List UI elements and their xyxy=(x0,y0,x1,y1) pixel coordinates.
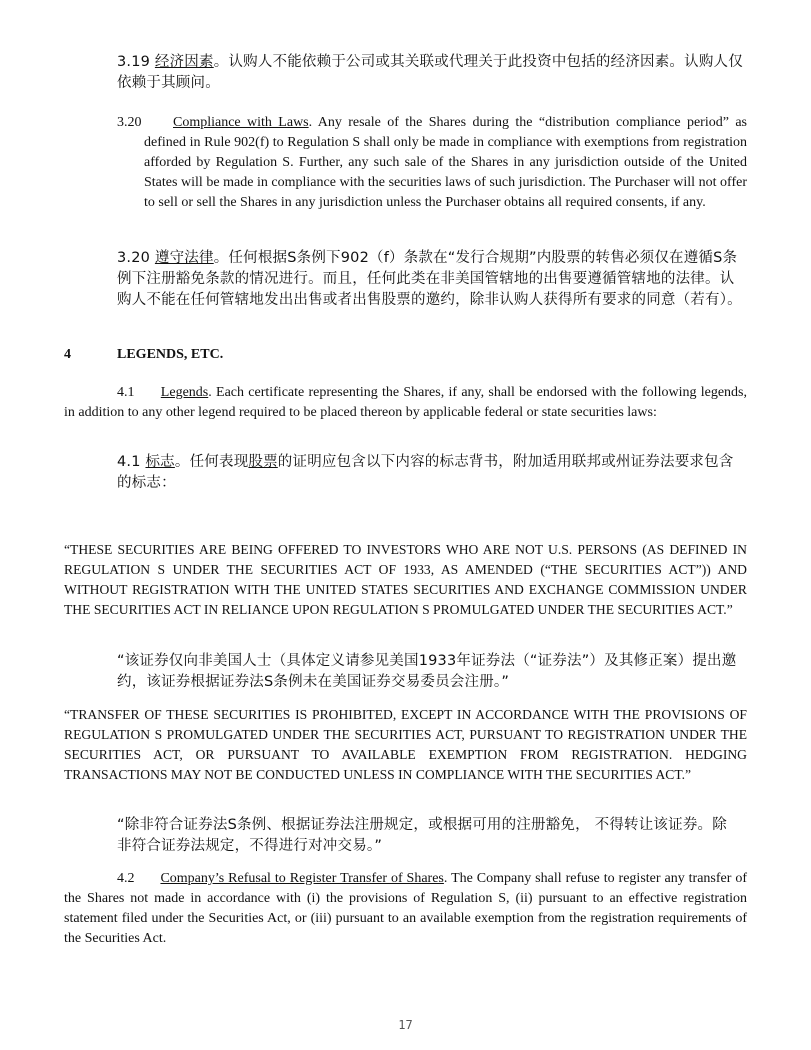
section-4-heading xyxy=(64,345,364,365)
page-number: 17 xyxy=(398,1018,413,1032)
legend-1-zh: “该证券仅向非美国人士（具体定义请参见美国1933年证券法（“证券法”）及其修正案）提出邀约，该证券根据证券法S条例未在美国证券交易委员会注册。” xyxy=(117,653,737,690)
section-4-2-en xyxy=(64,869,747,949)
legend-2-en: “TRANSFER OF THESE SECURITIES IS PROHIBITED, EXCEPT IN ACCORDANCE WITH THE PROVISIONS OF REGULATION S PROMULGATED UNDER THE SECURITIES ACT, PURSUANT TO REGISTRATION UNDER THE SECURITIES ACT, OR PURSUANT TO AVAILABLE EXEMPTION FROM REGISTRATION. HEDGING TRANSACTIONS MAY NOT BE CONDUCTED UNLESS IN COMPLIANCE WITH THE SECURITIES ACT.” xyxy=(64,707,747,782)
section-number: 4.1 xyxy=(117,385,135,400)
section-text: 的证明应包含以下内容的标志背书，附加适用联邦或州证券法要求包含的标志： xyxy=(117,454,734,491)
section-title: Legends xyxy=(160,385,209,400)
section-number: 3.20 xyxy=(117,250,151,266)
section-number: 3.19 xyxy=(117,54,151,70)
section-text: 。任何根据S条例下902（f）条款在“发行合规期”内股票的转售必须仅在遵循S条例下注册豁免条款的情况进行。而且，任何此类在非美国管辖地的出售要遵循管辖地的法律。认购人不能在任何管辖地发出出售或者出售股票的邀约，除非认购人获得所有要求的同意（若有）。 xyxy=(117,250,742,308)
section-title: 遵守法律 xyxy=(154,250,214,266)
section-text-underlined: 股票 xyxy=(248,454,278,470)
section-title: Compliance with Laws xyxy=(173,115,309,130)
legend-1-en: “THESE SECURITIES ARE BEING OFFERED TO INVESTORS WHO ARE NOT U.S. PERSONS (AS DEFINED IN REGULATION S UNDER THE SECURITIES ACT OF 1933, AS AMENDED (“THE SECURITIES ACT”)) AND WITHOUT REGISTRATION WITH THE UNITED STATES SECURITIES AND EXCHANGE COMMISSION UNDER THE SECURITIES ACT IN RELIANCE UPON REGULATION S PROMULGATED UNDER THE SECURITIES ACT.” xyxy=(64,542,747,617)
section-3-20-zh xyxy=(117,248,749,311)
section-number: 4.2 xyxy=(117,871,135,886)
legend-2-zh: “除非符合证券法S条例、根据证券法注册规定，或根据可用的注册豁免， 不得转让该证券。除非符合证券法规定，不得进行对冲交易。” xyxy=(117,817,727,854)
section-3-20-en xyxy=(117,113,747,213)
section-text: . Any resale of the Shares during the “distribution compliance period” as defined in Rule 902(f) to Regulation S shall only be made in compliance with exemptions from registration afforded by Regulation S. Further, any such sale of the Shares in any jurisdiction outside of the United States will be made in compliance with the securities laws of such jurisdiction. The Purchaser will not offer to sell or sell the Shares in any jurisdiction unless the Purchaser obtains all required consents, if any. xyxy=(144,115,747,210)
section-4-1-en xyxy=(64,383,747,423)
section-number: 4 xyxy=(64,347,71,362)
section-title: 标志 xyxy=(145,454,175,470)
section-text: 。认购人不能依赖于公司或其关联或代理关于此投资中包括的经济因素。认购人仅依赖于其顾问。 xyxy=(117,54,743,91)
section-text: . The Company shall refuse to register any transfer of the Shares not made in accordance with (i) the provisions of Regulation S, (ii) pursuant to an effective registration statement filed under the Securities Act, or (iii) pursuant to an available exemption from the registration requirements of the Securities Act. xyxy=(64,871,748,946)
section-3-19-zh xyxy=(117,52,749,94)
section-title: 经济因素 xyxy=(154,54,214,70)
section-title: Company’s Refusal to Register Transfer of Shares xyxy=(160,871,444,886)
section-4-1-zh xyxy=(117,452,737,494)
section-text: . Each certificate representing the Shares, if any, shall be endorsed with the following legends, in addition to any other legend required to be placed thereon by applicable federal or state securities laws: xyxy=(64,385,748,420)
section-text: 。任何表现 xyxy=(174,454,249,470)
section-number: 3.20 xyxy=(117,115,142,130)
section-title: LEGENDS, ETC. xyxy=(117,347,224,362)
section-number: 4.1 xyxy=(117,454,141,470)
